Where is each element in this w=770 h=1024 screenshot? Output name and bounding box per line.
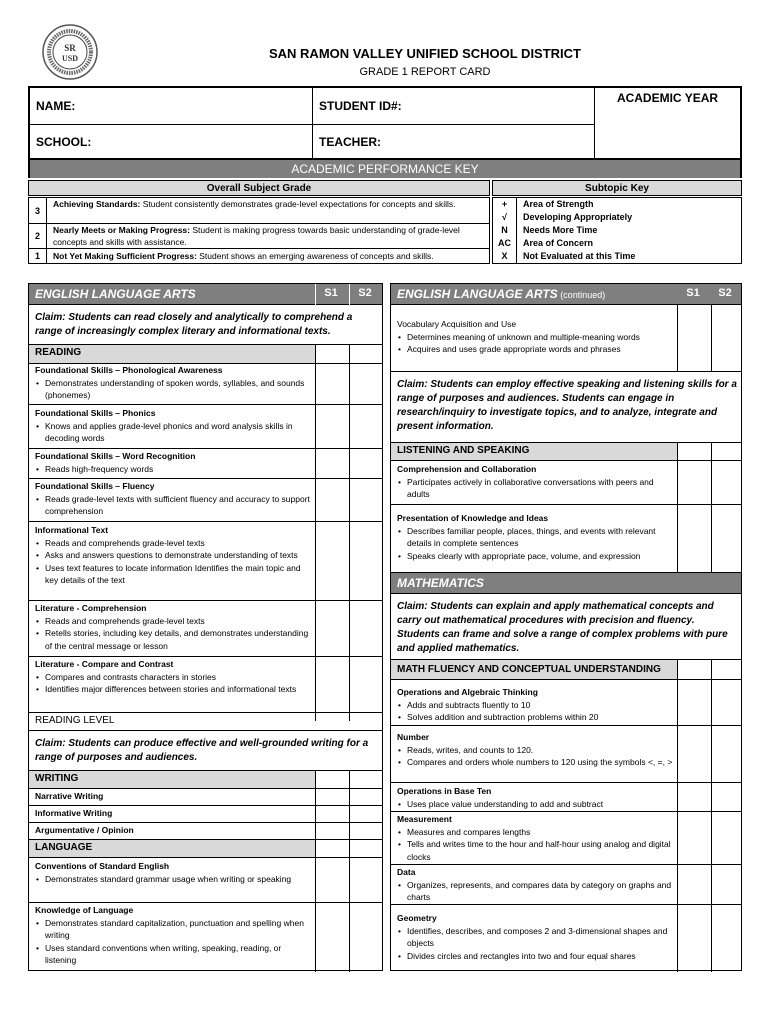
reading-item — [35, 524, 313, 587]
language-header: LANGUAGE — [29, 840, 315, 857]
item-bullet: • Divides circles and rectangles into two and four equal shares — [397, 950, 675, 963]
student-id-label: STUDENT ID#: — [319, 99, 402, 113]
item-heading: Literature - Comprehension — [35, 603, 147, 613]
grade-row — [29, 198, 489, 223]
argumentative-writing-label: Argumentative / Opinion — [35, 825, 134, 835]
grade-title: Not Yet Making Sufficient Progress: — [53, 251, 197, 261]
reading-header: READING — [29, 345, 315, 363]
name-label: NAME: — [36, 99, 76, 113]
subtopic-symbol: N — [493, 224, 517, 237]
svg-text:SR: SR — [64, 43, 76, 53]
item-heading: Data — [397, 867, 416, 877]
item-bullet: • Participates actively in collaborative conversations with peers and adults — [397, 476, 675, 501]
grade-title: Nearly Meets or Making Progress: — [53, 225, 190, 235]
math-claim: Claim: Students can explain and apply mathematical concepts and carry out mathematical procedures with precision and fluency. Students can frame and solve a range of complex problems with pure and applied mathematics. — [397, 601, 728, 654]
item-heading: Informational Text — [35, 525, 109, 535]
s1-header: S1 — [686, 287, 700, 299]
item-bullet: • Reads high-frequency words — [35, 463, 313, 476]
ela-header — [29, 284, 382, 305]
ela-title: ENGLISH LANGUAGE ARTS — [35, 287, 196, 301]
reading-claim: Claim: Students can read closely and analytically to comprehend a range of increasingly complex literary and informational texts. — [35, 312, 353, 337]
math-item — [397, 731, 675, 769]
s1-header: S1 — [324, 287, 338, 299]
writing-header: WRITING — [29, 771, 315, 788]
svg-text:USD: USD — [61, 54, 79, 63]
item-heading: Foundational Skills – Phonological Awareness — [35, 365, 223, 375]
item-bullet: • Uses text features to locate information Identifies the main topic and key details of the text — [35, 562, 313, 587]
grade-title: Achieving Standards: — [53, 199, 141, 209]
subtopic-label: Not Evaluated at this Time — [523, 251, 636, 261]
subtopic-symbol: + — [493, 198, 517, 211]
grade-text: Student consistently demonstrates grade-level expectations for concepts and skills. — [140, 199, 456, 209]
subtopic-row — [493, 237, 741, 250]
subtopic-label: Area of Concern — [523, 238, 594, 248]
overall-grade-table — [28, 197, 490, 264]
subtopic-row — [493, 224, 741, 237]
grade-description — [47, 249, 489, 263]
school-label: SCHOOL: — [36, 134, 92, 149]
grade-text: Student is making progress towards basic understanding of grade-level concepts and skills with assistance. — [53, 225, 460, 247]
grade-text: Student shows an emerging awareness of concepts and skills. — [196, 251, 434, 261]
reading-item — [35, 480, 313, 518]
language-item — [35, 860, 313, 885]
item-bullet: • Describes familiar people, places, things, and events with relevant details in complete sentences — [397, 525, 675, 550]
subtopic-label: Area of Strength — [523, 199, 594, 209]
item-bullet: • Identifies, describes, and composes 2 and 3-dimensional shapes and objects — [397, 925, 675, 950]
item-bullet: • Reads and comprehends grade-level texts — [35, 537, 313, 550]
teacher-field[interactable] — [313, 125, 595, 158]
overall-grade-header: Overall Subject Grade — [28, 180, 490, 196]
name-field[interactable] — [30, 88, 313, 125]
subtopic-row — [493, 198, 741, 211]
math-item — [397, 866, 675, 904]
informative-writing-label: Informative Writing — [35, 808, 113, 818]
subtopic-label: Needs More Time — [523, 225, 598, 235]
report-title: GRADE 1 REPORT CARD — [359, 66, 491, 78]
performance-key-title: ACADEMIC PERFORMANCE KEY — [28, 160, 742, 178]
subtopic-symbol: AC — [493, 237, 517, 250]
math-item — [397, 785, 675, 810]
item-bullet: • Demonstrates standard capitalization, punctuation and spelling when writing — [35, 917, 313, 942]
ela-continued-title-text: ENGLISH LANGUAGE ARTS — [397, 287, 558, 301]
item-bullet: • Retells stories, including key details, and demonstrates understanding of the central message or lesson — [35, 627, 313, 652]
item-bullet: • Uses standard conventions when writing, speaking, reading, or listening — [35, 942, 313, 967]
narrative-writing-label: Narrative Writing — [35, 791, 104, 801]
item-heading: Operations in Base Ten — [397, 786, 492, 796]
grade-number: 2 — [29, 224, 47, 248]
ela-continued-header — [391, 284, 741, 305]
grade-description — [47, 224, 489, 248]
item-bullet: • Organizes, represents, and compares data by category on graphs and charts — [397, 879, 675, 904]
item-bullet: • Compares and contrasts characters in stories — [35, 671, 313, 684]
listening-item — [397, 512, 675, 562]
item-bullet: • Reads, writes, and counts to 120. — [397, 744, 675, 757]
item-heading: Geometry — [397, 913, 437, 923]
ela-section — [28, 283, 383, 971]
math-title: MATHEMATICS — [397, 576, 484, 590]
vocabulary-item — [397, 318, 675, 356]
item-heading: Number — [397, 732, 430, 742]
item-heading: Conventions of Standard English — [35, 861, 170, 871]
reading-item — [35, 658, 313, 696]
s2-header: S2 — [358, 287, 372, 299]
math-fluency-header: MATH FLUENCY AND CONCEPTUAL UNDERSTANDING — [391, 660, 677, 679]
item-heading: Measurement — [397, 814, 452, 824]
item-heading: Literature - Compare and Contrast — [35, 659, 174, 669]
writing-claim: Claim: Students can produce effective and well-grounded writing for a range of purposes and audiences. — [35, 738, 369, 763]
subtopic-key-table — [492, 197, 742, 264]
reading-item — [35, 602, 313, 652]
item-heading: Operations and Algebraic Thinking — [397, 687, 538, 697]
item-heading: Presentation of Knowledge and Ideas — [397, 513, 549, 523]
reading-item — [35, 450, 313, 475]
academic-year-label: ACADEMIC YEAR — [616, 91, 719, 105]
reading-item — [35, 364, 313, 402]
teacher-label: TEACHER: — [319, 134, 381, 149]
item-bullet: • Reads grade-level texts with sufficient fluency and accuracy to support comprehension — [35, 493, 313, 518]
item-bullet: • Reads and comprehends grade-level texts — [35, 615, 313, 628]
subtopic-label: Developing Appropriately — [523, 212, 633, 222]
listening-item — [397, 463, 675, 501]
school-field[interactable] — [30, 125, 313, 158]
math-item — [397, 686, 675, 724]
s2-header: S2 — [718, 287, 732, 299]
item-bullet: • Demonstrates standard grammar usage when writing or speaking — [35, 873, 313, 886]
item-bullet: • Compares and orders whole numbers to 120 using the symbols <, =, > — [397, 756, 675, 769]
listening-header: LISTENING AND SPEAKING — [391, 443, 677, 460]
right-column — [390, 283, 742, 971]
item-bullet: • Solves addition and subtraction problems within 20 — [397, 711, 675, 724]
item-heading: Vocabulary Acquisition and Use — [397, 319, 517, 329]
item-heading: Knowledge of Language — [35, 905, 134, 915]
district-title: SAN RAMON VALLEY UNIFIED SCHOOL DISTRICT — [268, 46, 581, 61]
item-heading: Foundational Skills – Fluency — [35, 481, 155, 491]
student-id-field[interactable] — [313, 88, 595, 125]
item-bullet: • Identifies major differences between stories and informational texts — [35, 683, 313, 696]
item-bullet: • Measures and compares lengths — [397, 826, 675, 839]
grade-number: 1 — [29, 249, 47, 263]
item-heading: Foundational Skills – Word Recognition — [35, 451, 196, 461]
item-heading: Foundational Skills – Phonics — [35, 408, 156, 418]
subtopic-key-header: Subtopic Key — [492, 180, 742, 196]
item-bullet: • Uses place value understanding to add and subtract — [397, 798, 675, 811]
speaking-claim: Claim: Students can employ effective speaking and listening skills for a range of purposes and audiences. Students can engage in research/inquiry to investigate topics, and to analyze, integrate and present information. — [397, 379, 737, 432]
subtopic-row — [493, 211, 741, 224]
grade-number: 3 — [29, 198, 47, 223]
item-bullet: • Knows and applies grade-level phonics and word analysis skills in decoding words — [35, 420, 313, 445]
math-item — [397, 912, 675, 962]
math-item — [397, 813, 675, 863]
language-item — [35, 904, 313, 967]
grade-description — [47, 198, 489, 223]
math-header — [391, 572, 741, 594]
subtopic-symbol: √ — [493, 211, 517, 224]
item-bullet: • Speaks clearly with appropriate pace, volume, and expression — [397, 550, 675, 563]
item-bullet: • Asks and answers questions to demonstrate understanding of texts — [35, 549, 313, 562]
subtopic-symbol: X — [493, 250, 517, 263]
continued-note: (continued) — [557, 290, 606, 300]
item-heading: Comprehension and Collaboration — [397, 464, 537, 474]
item-bullet: • Determines meaning of unknown and multiple-meaning words — [397, 331, 675, 344]
reading-item — [35, 407, 313, 445]
item-bullet: • Tells and writes time to the hour and half-hour using analog and digital clocks — [397, 838, 675, 863]
grade-row — [29, 248, 489, 263]
ela-continued-title — [397, 287, 605, 301]
reading-level-label: READING LEVEL — [35, 715, 115, 726]
student-info-box — [28, 86, 742, 160]
item-bullet: • Adds and subtracts fluently to 10 — [397, 699, 675, 712]
grade-row — [29, 223, 489, 248]
academic-year-field[interactable] — [595, 88, 740, 158]
item-bullet: • Acquires and uses grade appropriate words and phrases — [397, 343, 675, 356]
subtopic-row — [493, 250, 741, 263]
item-bullet: • Demonstrates understanding of spoken words, syllables, and sounds (phonemes) — [35, 377, 313, 402]
